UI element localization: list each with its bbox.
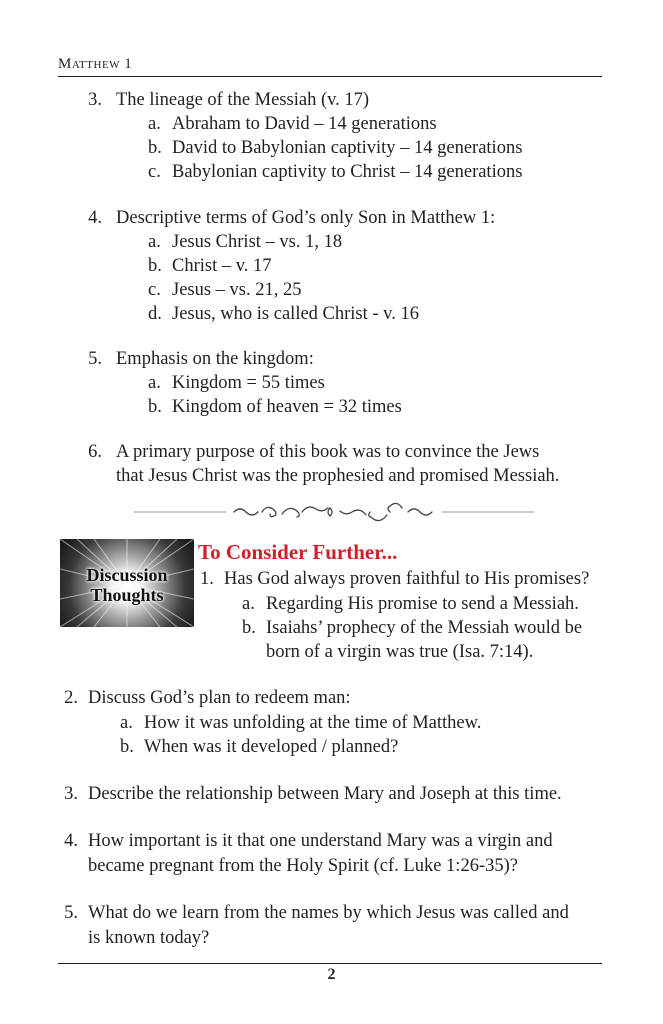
footer-rule: [58, 963, 602, 964]
subitem-letter: d.: [148, 304, 162, 324]
outline-subitem: [148, 231, 343, 253]
subitem-letter: c.: [148, 162, 161, 182]
subitem-text: Jesus, who is called Christ - v. 16: [172, 304, 419, 324]
outline-subitem: [148, 255, 272, 277]
outline-subitem: [148, 396, 402, 418]
discussion-subitem: [242, 617, 583, 639]
discussion-number: 4.: [64, 831, 78, 851]
discussion-number: 3.: [64, 784, 78, 804]
subitem-letter: a.: [148, 114, 161, 134]
header-rule: [58, 76, 602, 77]
discussion-text: Discuss God’s plan to redeem man:: [88, 688, 351, 708]
subitem-text: Jesus – vs. 21, 25: [172, 280, 302, 300]
page-number: 2: [327, 966, 336, 983]
discussion-text-continued: became pregnant from the Holy Spirit (cf. Luke 1:26-35)?: [88, 856, 518, 876]
badge-line-2: Thoughts: [90, 585, 164, 605]
discussion-subitem: [242, 593, 579, 615]
subitem-letter: b.: [242, 618, 256, 638]
subitem-text: Jesus Christ – vs. 1, 18: [172, 232, 343, 252]
discussion-number: 1.: [200, 569, 214, 589]
subitem-letter: b.: [148, 256, 162, 276]
subitem-letter: b.: [120, 737, 134, 757]
outline-subitem: [148, 113, 437, 135]
discussion-thoughts-badge: [60, 539, 194, 627]
subitem-text: Isaiahs’ prophecy of the Messiah would be: [266, 618, 583, 638]
badge-label: [60, 565, 194, 605]
outline-text: Descriptive terms of God’s only Son in Matthew 1:: [116, 208, 496, 228]
outline-number: 5.: [88, 349, 102, 369]
outline-number: 3.: [88, 90, 102, 110]
outline-text: Emphasis on the kingdom:: [116, 349, 314, 369]
outline-subitem: [148, 279, 302, 301]
subitem-letter: b.: [148, 138, 162, 158]
subitem-text: How it was unfolding at the time of Matthew.: [144, 713, 482, 733]
outline-subitem: [148, 161, 523, 183]
discussion-text: What do we learn from the names by which Jesus was called and: [88, 903, 569, 923]
outline-text-continued: that Jesus Christ was the prophesied and promised Messiah.: [116, 466, 560, 486]
discussion-text: Has God always proven faithful to His promises?: [224, 569, 590, 589]
running-header: Matthew 1: [58, 56, 133, 72]
discussion-text-continued: is known today?: [88, 928, 210, 948]
discussion-number: 2.: [64, 688, 78, 708]
subitem-text: Kingdom of heaven = 32 times: [172, 397, 402, 417]
discussion-text: How important is it that one understand Mary was a virgin and: [88, 831, 553, 851]
discussion-subitem: [120, 736, 399, 758]
discussion-text: Describe the relationship between Mary and Joseph at this time.: [88, 784, 562, 804]
subitem-text: Babylonian captivity to Christ – 14 generations: [172, 162, 523, 182]
subitem-text: Regarding His promise to send a Messiah.: [266, 594, 579, 614]
discussion-item: [200, 568, 590, 590]
outline-text: The lineage of the Messiah (v. 17): [116, 90, 370, 110]
outline-subitem: [148, 137, 523, 159]
subitem-letter: a.: [120, 713, 133, 733]
subitem-letter: a.: [148, 232, 161, 252]
outline-text: A primary purpose of this book was to convince the Jews: [116, 442, 540, 462]
discussion-number: 5.: [64, 903, 78, 923]
section-heading: To Consider Further...: [198, 540, 398, 564]
outline-number: 6.: [88, 442, 102, 462]
ornament-divider: [134, 500, 534, 524]
outline-subitem: [148, 303, 419, 325]
subitem-text: Kingdom = 55 times: [172, 373, 325, 393]
subitem-letter: b.: [148, 397, 162, 417]
subitem-letter: a.: [148, 373, 161, 393]
subitem-text-continued: born of a virgin was true (Isa. 7:14).: [266, 642, 534, 662]
subitem-text: When was it developed / planned?: [144, 737, 399, 757]
subitem-letter: a.: [242, 594, 255, 614]
subitem-text: Abraham to David – 14 generations: [172, 114, 437, 134]
subitem-text: David to Babylonian captivity – 14 generations: [172, 138, 523, 158]
subitem-letter: c.: [148, 280, 161, 300]
badge-line-1: Discussion: [86, 565, 168, 585]
discussion-subitem: [120, 712, 482, 734]
outline-number: 4.: [88, 208, 102, 228]
subitem-text: Christ – v. 17: [172, 256, 272, 276]
outline-subitem: [148, 372, 325, 394]
